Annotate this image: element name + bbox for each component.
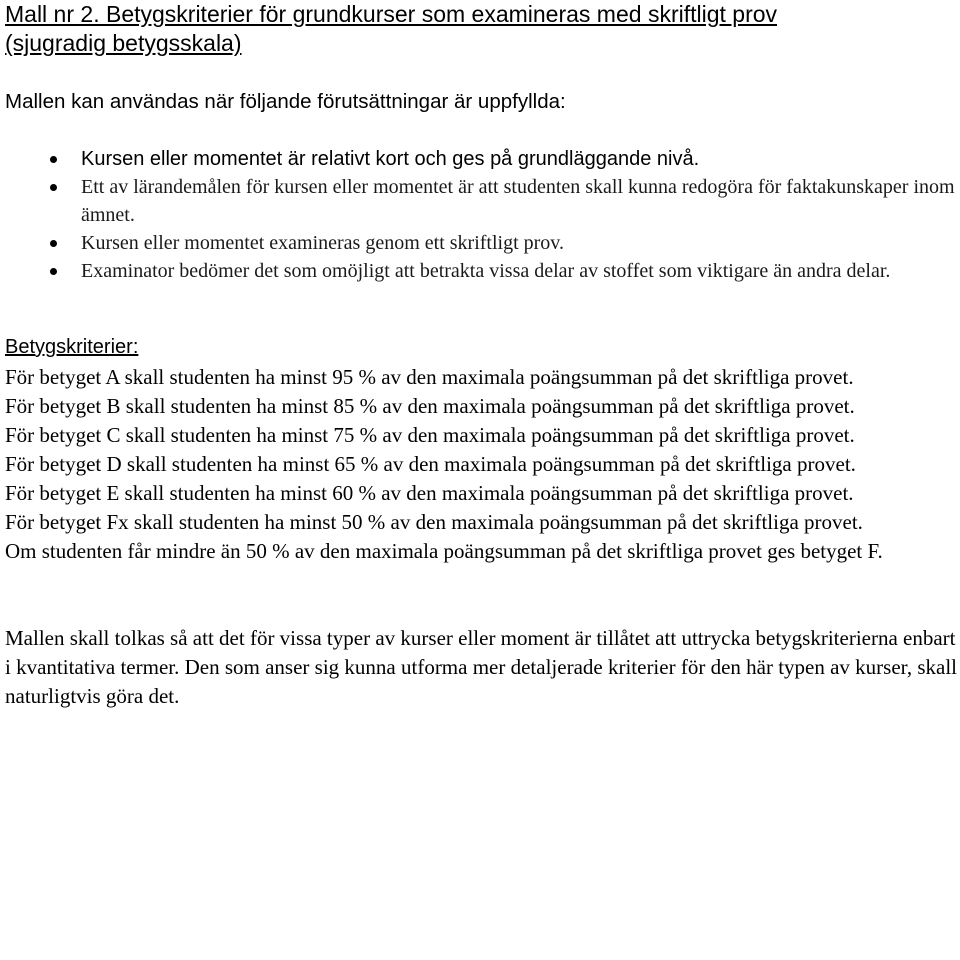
criteria-section [5, 333, 960, 566]
condition-text: Examinator bedömer det som omöjligt att betrakta vissa delar av stoffet som viktigare än andra delar. [81, 260, 891, 282]
condition-text: Kursen eller momentet examineras genom ett skriftligt prov. [81, 232, 565, 254]
criteria-item-b: För betyget B skall studenten ha minst 85 % av den maximala poängsumman på det skriftliga provet. [5, 394, 855, 418]
criteria-item-c: För betyget C skall studenten ha minst 75 % av den maximala poängsumman på det skriftliga provet. [5, 423, 855, 447]
condition-text: Kursen eller momentet är relativt kort och ges på grundläggande nivå. [81, 148, 700, 170]
criteria-item-d: För betyget D skall studenten ha minst 65 % av den maximala poängsumman på det skriftliga provet. [5, 452, 856, 476]
condition-item [5, 173, 960, 229]
bullet-icon [50, 156, 57, 163]
criteria-item-f: Om studenten får mindre än 50 % av den maximala poängsumman på det skriftliga provet ges betyget F. [5, 539, 883, 563]
condition-text: Ett av lärandemålen för kursen eller momentet är att studenten skall kunna redogöra för faktakunskaper inom ämnet. [81, 176, 955, 226]
intro-text: Mallen kan användas när följande förutsättningar är uppfyllda: [5, 90, 566, 113]
criteria-item-e: För betyget E skall studenten ha minst 60 % av den maximala poängsumman på det skriftliga provet. [5, 481, 854, 505]
condition-item [5, 229, 960, 257]
title-line-2: (sjugradig betygsskala) [5, 30, 242, 56]
bullet-icon [50, 184, 57, 191]
condition-item [5, 145, 960, 173]
title-line-1: Mall nr 2. Betygskriterier för grundkurser som examineras med skriftligt prov [5, 1, 778, 27]
condition-item [5, 257, 960, 285]
document-title [5, 0, 960, 58]
criteria-heading: Betygskriterier: [5, 336, 139, 358]
criteria-item-fx: För betyget Fx skall studenten ha minst 50 % av den maximala poängsumman på det skriftliga provet. [5, 510, 863, 534]
criteria-item-a: För betyget A skall studenten ha minst 95 % av den maximala poängsumman på det skriftliga provet. [5, 365, 854, 389]
footer-note: Mallen skall tolkas så att det för vissa typer av kurser eller moment är tillåtet att uttrycka betygskriterierna enbart i kvantitativa termer. Den som anser sig kunna utforma mer detaljerade kriterier för den här typen av kurser, skall naturligtvis göra det. [5, 626, 957, 708]
bullet-icon [50, 268, 57, 275]
criteria-list [5, 363, 960, 566]
bullet-icon [50, 240, 57, 247]
conditions-list [5, 145, 960, 285]
